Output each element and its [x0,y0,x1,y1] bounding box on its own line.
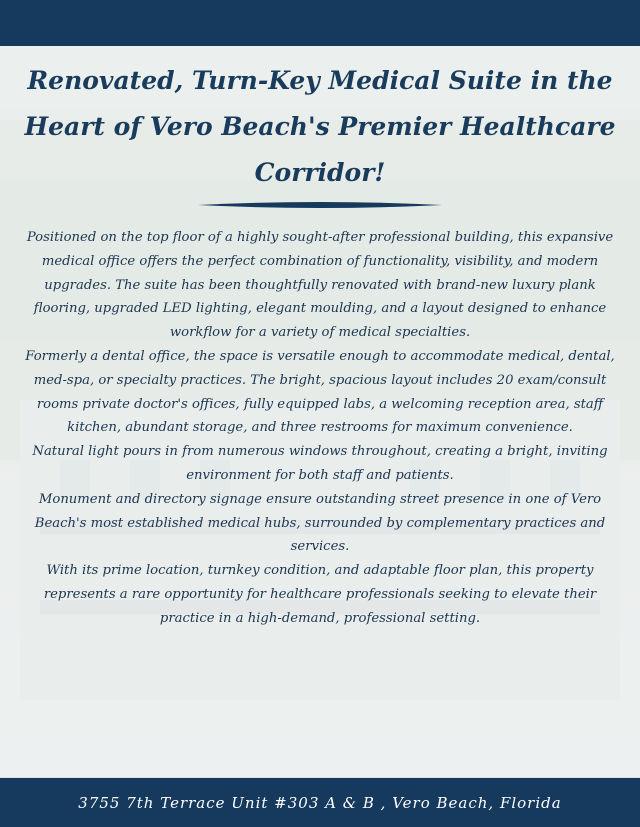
top-banner [0,0,640,46]
description-body [24,226,616,631]
description-paragraph-2: Formerly a dental office, the space is versatile enough to accommodate medical, dental, med-spa, or specialty practices. The bright, spacious layout includes 20 exam/consult rooms private doctor's offices, fully equipped labs, a welcoming reception area, staff kitchen, abundant storage, and three restrooms for maximum convenience. [25,348,615,436]
property-address: 3755 7th Terrace Unit #303 A & B , Vero Beach, Florida [78,793,562,812]
description-paragraph-5: With its prime location, turnkey condition, and adaptable floor plan, this property represents a rare opportunity for healthcare professionals seeking to elevate their practice in a high-demand, professional setting. [43,563,597,626]
flyer-title: Renovated, Turn-Key Medical Suite in the Heart of Vero Beach's Premier Healthcare Corridor! [24,66,616,187]
description-paragraph-3: Natural light pours in from numerous windows throughout, creating a bright, inviting environment for both staff and patients. [32,444,608,483]
title-divider [198,200,442,210]
address-banner [0,778,640,827]
description-paragraph-1: Positioned on the top floor of a highly sought-after professional building, this expansive medical office offers the perfect combination of functionality, visibility, and modern upgrades. The suite has been thoughtfully renovated with brand-new luxury plank flooring, upgraded LED lighting, elegant moulding, and a layout designed to enhance workflow for a variety of medical specialties. [26,230,614,341]
description-paragraph-4: Monument and directory signage ensure outstanding street presence in one of Vero Beach's most established medical hubs, surrounded by complementary practices and services. [34,491,606,555]
